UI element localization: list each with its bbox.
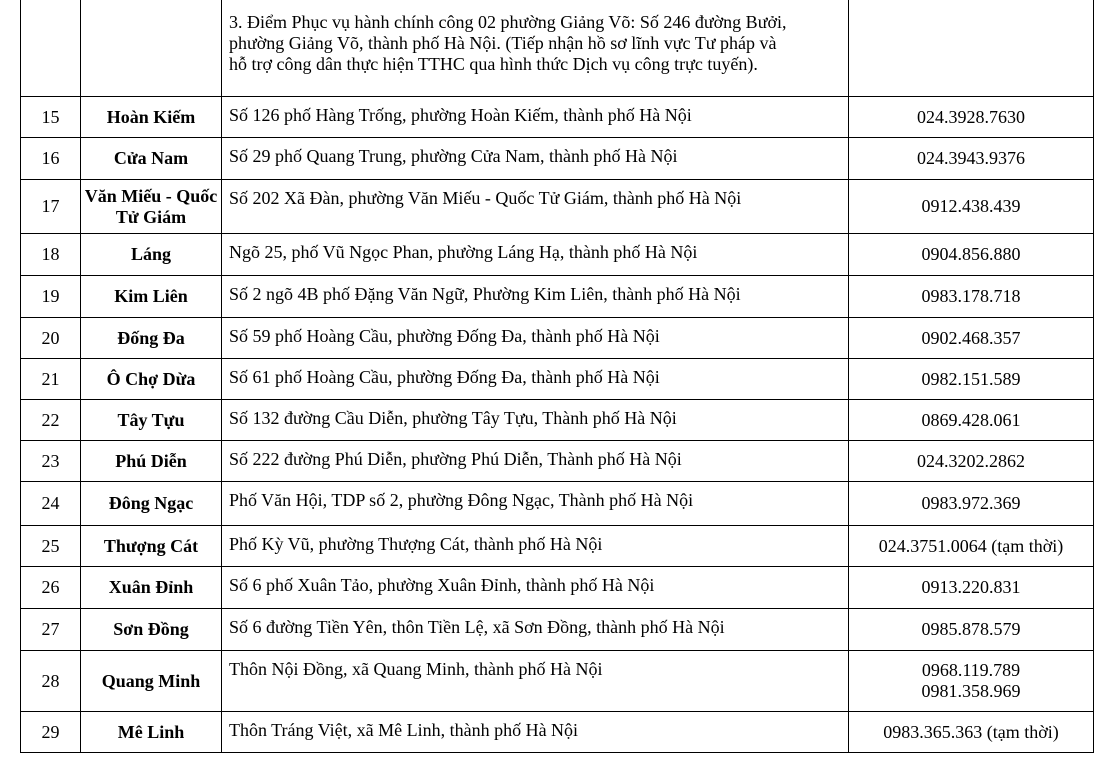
- address-cell: Số 6 phố Xuân Tảo, phường Xuân Đỉnh, thành phố Hà Nội: [222, 567, 849, 609]
- phone-cell: [849, 482, 1094, 526]
- table-row: [21, 651, 1094, 712]
- address-cell: Số 202 Xã Đàn, phường Văn Miếu - Quốc Tử Giám, thành phố Hà Nội: [222, 180, 849, 234]
- address-cell: Ngõ 25, phố Vũ Ngọc Phan, phường Láng Hạ, thành phố Hà Nội: [222, 234, 849, 276]
- phone-number: 0985.878.579: [921, 619, 1021, 639]
- phone-number: 0983.972.369: [921, 493, 1021, 513]
- address-cell: Phố Văn Hội, TDP số 2, phường Đông Ngạc, Thành phố Hà Nội: [222, 482, 849, 526]
- phone-number: 0904.856.880: [921, 244, 1021, 264]
- phone-cell: [849, 441, 1094, 482]
- phone-number: 024.3928.7630: [917, 106, 1025, 127]
- row-number-cell: 24: [21, 482, 81, 526]
- phone-cell: [849, 359, 1094, 400]
- ward-name-cell: Kim Liên: [81, 276, 222, 318]
- ward-name-cell: Tây Tựu: [81, 400, 222, 441]
- phone-number: 0913.220.831: [921, 577, 1021, 597]
- address-line: phường Giảng Võ, thành phố Hà Nội. (Tiếp nhận hồ sơ lĩnh vực Tư pháp và: [229, 33, 777, 53]
- table-row: [21, 318, 1094, 359]
- address-cell: Thôn Nội Đồng, xã Quang Minh, thành phố Hà Nội: [222, 651, 849, 712]
- table-row: [21, 567, 1094, 609]
- address-cell: [222, 0, 849, 97]
- table-row: [21, 400, 1094, 441]
- row-number-cell: 29: [21, 712, 81, 753]
- ward-name-cell: Thượng Cát: [81, 526, 222, 567]
- table-row: [21, 526, 1094, 567]
- phone-cell: [849, 138, 1094, 180]
- phone-number: 0983.178.718: [921, 286, 1021, 306]
- table-row: [21, 441, 1094, 482]
- row-number-cell: 18: [21, 234, 81, 276]
- phone-number: 0968.119.789: [921, 660, 1021, 680]
- ward-name-cell: Quang Minh: [81, 651, 222, 712]
- phone-cell: [849, 712, 1094, 753]
- table-row: [21, 609, 1094, 651]
- table-row: [21, 138, 1094, 180]
- address-cell: Số 6 đường Tiền Yên, thôn Tiền Lệ, xã Sơn Đồng, thành phố Hà Nội: [222, 609, 849, 651]
- office-directory-table: [20, 0, 1094, 753]
- phone-number: 0983.365.363 (tạm thời): [883, 721, 1059, 742]
- address-cell: Số 61 phố Hoàng Cầu, phường Đống Đa, thành phố Hà Nội: [222, 359, 849, 400]
- phone-cell: [849, 0, 1094, 97]
- row-number-cell: [21, 0, 81, 97]
- row-number-cell: 25: [21, 526, 81, 567]
- phone-cell: [849, 234, 1094, 276]
- address-cell: Số 132 đường Cầu Diễn, phường Tây Tựu, Thành phố Hà Nội: [222, 400, 849, 441]
- table-row: [21, 482, 1094, 526]
- address-cell: Số 2 ngõ 4B phố Đặng Văn Ngữ, Phường Kim Liên, thành phố Hà Nội: [222, 276, 849, 318]
- row-number-cell: 17: [21, 180, 81, 234]
- ward-name-cell: [81, 0, 222, 97]
- row-number-cell: 20: [21, 318, 81, 359]
- address-line: hỗ trợ công dân thực hiện TTHC qua hình thức Dịch vụ công trực tuyến).: [229, 54, 758, 74]
- table-row: [21, 712, 1094, 753]
- row-number-cell: 27: [21, 609, 81, 651]
- phone-cell: [849, 276, 1094, 318]
- row-number-cell: 21: [21, 359, 81, 400]
- ward-name-cell: Ô Chợ Dừa: [81, 359, 222, 400]
- table-row: [21, 234, 1094, 276]
- ward-name-cell: Văn Miếu - Quốc Tử Giám: [81, 180, 222, 234]
- row-number-cell: 15: [21, 97, 81, 138]
- address-cell: Số 222 đường Phú Diễn, phường Phú Diễn, Thành phố Hà Nội: [222, 441, 849, 482]
- row-number-cell: 23: [21, 441, 81, 482]
- phone-number: 0902.468.357: [921, 327, 1021, 348]
- phone-cell: [849, 180, 1094, 234]
- ward-name-cell: Phú Diễn: [81, 441, 222, 482]
- address-cell: Số 59 phố Hoàng Cầu, phường Đống Đa, thành phố Hà Nội: [222, 318, 849, 359]
- phone-number: 024.3751.0064 (tạm thời): [878, 535, 1064, 556]
- ward-name-cell: Láng: [81, 234, 222, 276]
- phone-number: 024.3943.9376: [917, 148, 1025, 168]
- ward-name-cell: Hoàn Kiếm: [81, 97, 222, 138]
- row-number-cell: 28: [21, 651, 81, 712]
- ward-name-cell: Đống Đa: [81, 318, 222, 359]
- ward-name-cell: Mê Linh: [81, 712, 222, 753]
- phone-number: 024.3202.2862: [917, 450, 1025, 471]
- table-body: [21, 0, 1094, 753]
- address-cell: Số 126 phố Hàng Trống, phường Hoàn Kiếm, thành phố Hà Nội: [222, 97, 849, 138]
- table-row: [21, 97, 1094, 138]
- table-row: [21, 359, 1094, 400]
- phone-number: 0982.151.589: [921, 368, 1021, 389]
- address-cell: Số 29 phố Quang Trung, phường Cửa Nam, thành phố Hà Nội: [222, 138, 849, 180]
- phone-number: 0869.428.061: [921, 409, 1021, 430]
- row-number-cell: 26: [21, 567, 81, 609]
- phone-number: 0912.438.439: [921, 196, 1021, 216]
- address-cell: Phố Kỳ Vũ, phường Thượng Cát, thành phố Hà Nội: [222, 526, 849, 567]
- ward-name-cell: Cửa Nam: [81, 138, 222, 180]
- address-line: 3. Điểm Phục vụ hành chính công 02 phường Giảng Võ: Số 246 đường Bưởi,: [229, 12, 787, 32]
- phone-cell: [849, 567, 1094, 609]
- phone-cell: [849, 400, 1094, 441]
- address-cell: Thôn Tráng Việt, xã Mê Linh, thành phố Hà Nội: [222, 712, 849, 753]
- ward-name-cell: Đông Ngạc: [81, 482, 222, 526]
- table-row-continuation: [21, 0, 1094, 97]
- phone-cell: [849, 526, 1094, 567]
- phone-cell: [849, 651, 1094, 712]
- phone-cell: [849, 97, 1094, 138]
- row-number-cell: 16: [21, 138, 81, 180]
- ward-name-cell: Sơn Đồng: [81, 609, 222, 651]
- table-row: [21, 180, 1094, 234]
- phone-number: 0981.358.969: [921, 681, 1021, 701]
- row-number-cell: 22: [21, 400, 81, 441]
- phone-cell: [849, 609, 1094, 651]
- phone-cell: [849, 318, 1094, 359]
- ward-name-cell: Xuân Đỉnh: [81, 567, 222, 609]
- row-number-cell: 19: [21, 276, 81, 318]
- table-row: [21, 276, 1094, 318]
